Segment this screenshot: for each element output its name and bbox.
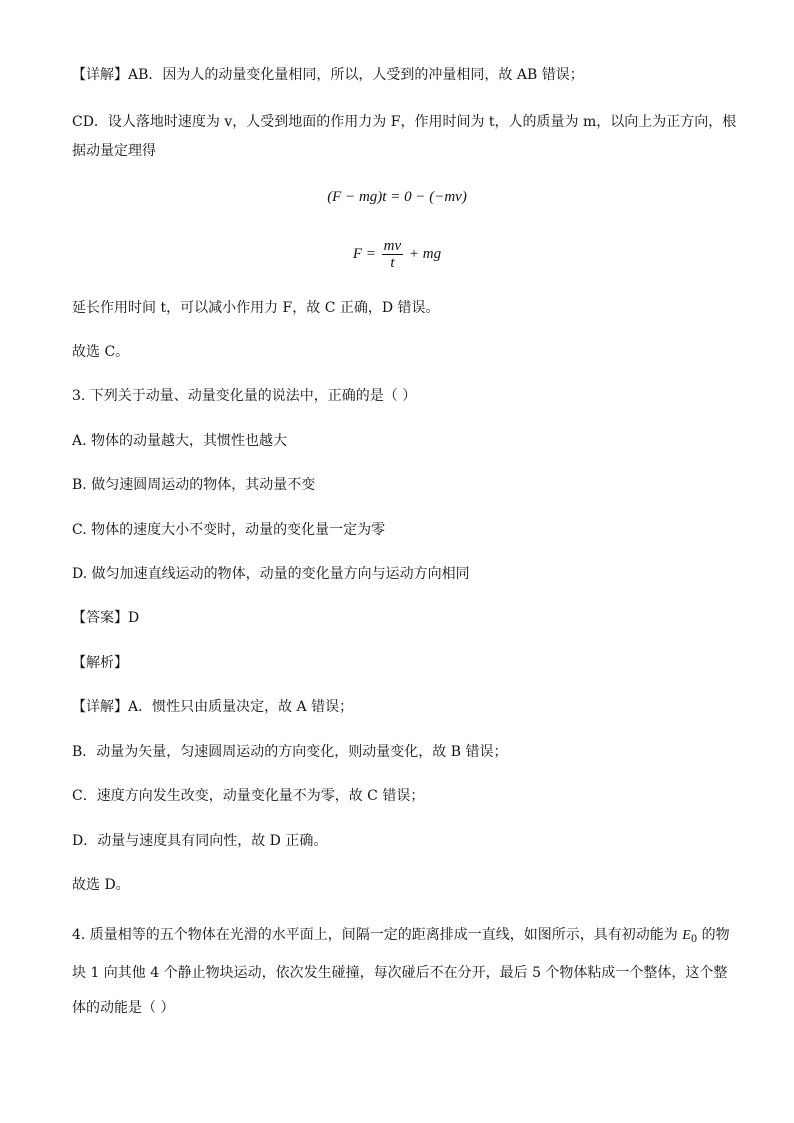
question-3-stem: 3. 下列关于动量、动量变化量的说法中，正确的是（ ）	[72, 388, 417, 404]
energy-subscript: 0	[690, 934, 698, 945]
text-line: CD．设人落地时速度为 v，人受到地面的作用力为 F，作用时间为 t，人的质量为 m，以向上为正方向，根	[72, 114, 737, 130]
fraction-numerator: mv	[383, 238, 402, 254]
question-4-text: 4. 质量相等的五个物体在光滑的水平面上，间隔一定的距离排成一直线，如图所示，具有初动能为	[72, 927, 683, 943]
text-line: 故选 C。	[72, 344, 130, 360]
answer-label: 【答案】D	[72, 610, 140, 626]
text-line: 延长作用时间 t，可以减小作用力 F，故 C 正确，D 错误。	[72, 300, 440, 316]
question-4-stem	[72, 925, 732, 950]
question-4-text: 的物	[697, 927, 730, 943]
text-line: C．速度方向发生改变，动量变化量不为零，故 C 错误；	[72, 788, 425, 804]
question-3-option-c: C. 物体的速度大小不变时，动量的变化量一定为零	[72, 522, 386, 538]
force-equation	[0, 238, 794, 271]
fraction-denominator: t	[390, 255, 395, 271]
question-3-option-a: A. 物体的动量越大，其惯性也越大	[72, 433, 288, 449]
text-line: 【详解】A．惯性只由质量决定，故 A 错误；	[72, 699, 354, 715]
question-4-stem: 体的动能是（ ）	[72, 1000, 175, 1016]
question-4-stem: 块 1 向其他 4 个静止物块运动，依次发生碰撞，每次碰后不在分开，最后 5 个物体粘成一个整体，这个整	[72, 965, 728, 981]
text-line: B．动量为矢量，匀速圆周运动的方向变化，则动量变化，故 B 错误；	[72, 744, 508, 760]
force-equation-lhs: F =	[352, 245, 376, 262]
analysis-label: 【解析】	[72, 655, 128, 671]
force-equation-rhs: + mg	[408, 245, 442, 262]
question-3-option-b: B. 做匀速圆周运动的物体，其动量不变	[72, 477, 316, 493]
text-line: 【详解】AB．因为人的动量变化量相同，所以，人受到的冲量相同，故 AB 错误；	[72, 67, 584, 83]
energy-symbol: E	[682, 928, 691, 943]
text-line: D．动量与速度具有同向性，故 D 正确。	[72, 833, 328, 849]
question-3-option-d: D. 做匀加速直线运动的物体，动量的变化量方向与运动方向相同	[72, 566, 470, 582]
fraction	[382, 238, 404, 271]
text-line: 据动量定理得	[72, 143, 156, 159]
momentum-equation: (F − mg)t = 0 − (−mv)	[327, 189, 467, 205]
text-line: 故选 D。	[72, 877, 130, 893]
